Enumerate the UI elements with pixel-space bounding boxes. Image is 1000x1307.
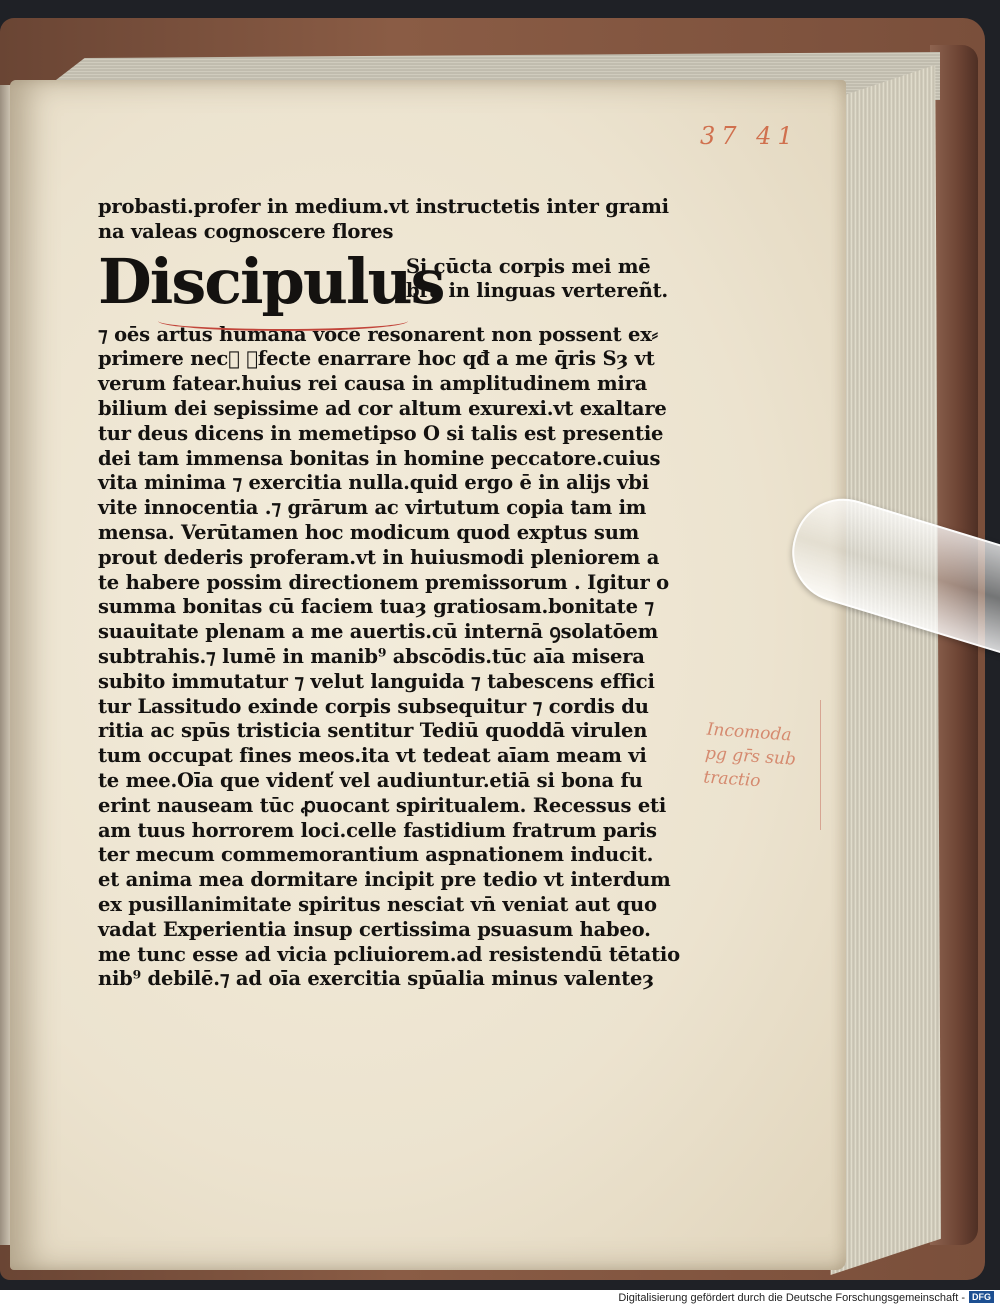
text-line: dei tam immensa bonitas in homine peccatore.cuius xyxy=(98,446,661,470)
text-line: primere nec᷑ ꝑfecte enarrare hoc qđ a me q̄ris Sȝ vt xyxy=(98,347,655,371)
text-line: subito immutatur ⁊ velut languida ⁊ tabescens effici xyxy=(98,669,655,693)
text-line: suauitate plenam a me auertis.cū internā ꝯsolatōem xyxy=(98,620,659,644)
text-line: verum fatear.huius rei causa in amplitudinem mira xyxy=(98,372,648,396)
rubrication-underline xyxy=(158,311,408,331)
text-line: vadat Experientia insup certissima psuasum habeo. xyxy=(98,917,651,941)
text-line: mensa. Verūtamen hoc modicum quod exptus sum xyxy=(98,520,640,544)
text-line: tur Lassitudo exinde corpis subsequitur ⁊ cordis du xyxy=(98,694,649,718)
text-line: bra in linguas vertereñt. xyxy=(406,279,668,303)
initial-heading-row xyxy=(98,245,688,323)
text-line: et anima mea dormitare incipit pre tedio vt interdum xyxy=(98,868,671,892)
text-line: te mee.Oīa que videnť vel audiuntur.etiā si bona fu xyxy=(98,768,643,792)
marginal-note xyxy=(703,718,838,799)
text-line: ex pusillanimitate spiritus nesciat vn̄ veniat aut quo xyxy=(98,892,657,916)
text-line: vita minima ⁊ exercitia nulla.quid ergo ē in alijs vbi xyxy=(98,471,649,495)
dfg-logo: DFG xyxy=(969,1291,994,1303)
marginal-note-line: pg gr̄s sub xyxy=(704,743,797,770)
text-line: subtrahis.⁊ lumē in manib⁹ abscōdis.tūc aīa misera xyxy=(98,644,645,668)
footer-bar xyxy=(0,1290,1000,1307)
marginal-note-line: Incomoda xyxy=(706,719,793,746)
text-line: erint nauseam tūc ꝓuocant spiritualem. Recessus eti xyxy=(98,793,667,817)
heading-initial-word: Discipulus xyxy=(98,244,444,318)
text-line: am tuus horrorem loci.celle fastidium fratrum paris xyxy=(98,818,657,842)
text-line: summa bonitas cū faciem tuaȝ gratiosam.bonitate ⁊ xyxy=(98,595,654,619)
body-lines xyxy=(98,323,688,993)
heading-side-text xyxy=(406,255,696,305)
funding-notice: Digitalisierung gefördert durch die Deutsche Forschungsgemeinschaft - xyxy=(618,1292,965,1304)
text-line: probasti.profer in medium.vt instructetis inter grami xyxy=(98,195,669,218)
text-line: ter mecum commemorantium aspnationem inducit. xyxy=(98,843,654,867)
text-line: prout dederis proferam.vt in huiusmodi pleniorem a xyxy=(98,545,660,569)
marginal-note-line: tractio xyxy=(702,767,762,792)
text-line: tur deus dicens in memetipso O si talis est presentie xyxy=(98,421,664,445)
text-line: vite innocentia .⁊ grārum ac virtutum copia tam im xyxy=(98,496,647,520)
text-line: me tunc esse ad vicia pcliuiorem.ad resistendū tētatio xyxy=(98,942,680,966)
text-line: ritia ac spūs tristicia sentitur Tediū quoddā virulen xyxy=(98,719,648,743)
text-line: nib⁹ debilē.⁊ ad oīa exercitia spūalia minus valenteȝ xyxy=(98,967,654,991)
text-line: bilium dei sepissime ad cor altum exurexi.vt exaltare xyxy=(98,396,667,420)
folio-number: 37 41 xyxy=(700,122,799,150)
text-line: na valeas cognoscere flores xyxy=(98,219,394,243)
text-line: te habere possim directionem premissorum . Igitur o xyxy=(98,570,669,594)
text-line: ⁊ oēs artus humana voce resonarent non possent ex⸗ xyxy=(98,322,658,346)
text-line: Si cūcta corpis mei mē xyxy=(406,254,651,278)
text-block xyxy=(98,195,688,992)
text-line: tum occupat fines meos.ita vt tedeat aīam meam vi xyxy=(98,744,647,768)
